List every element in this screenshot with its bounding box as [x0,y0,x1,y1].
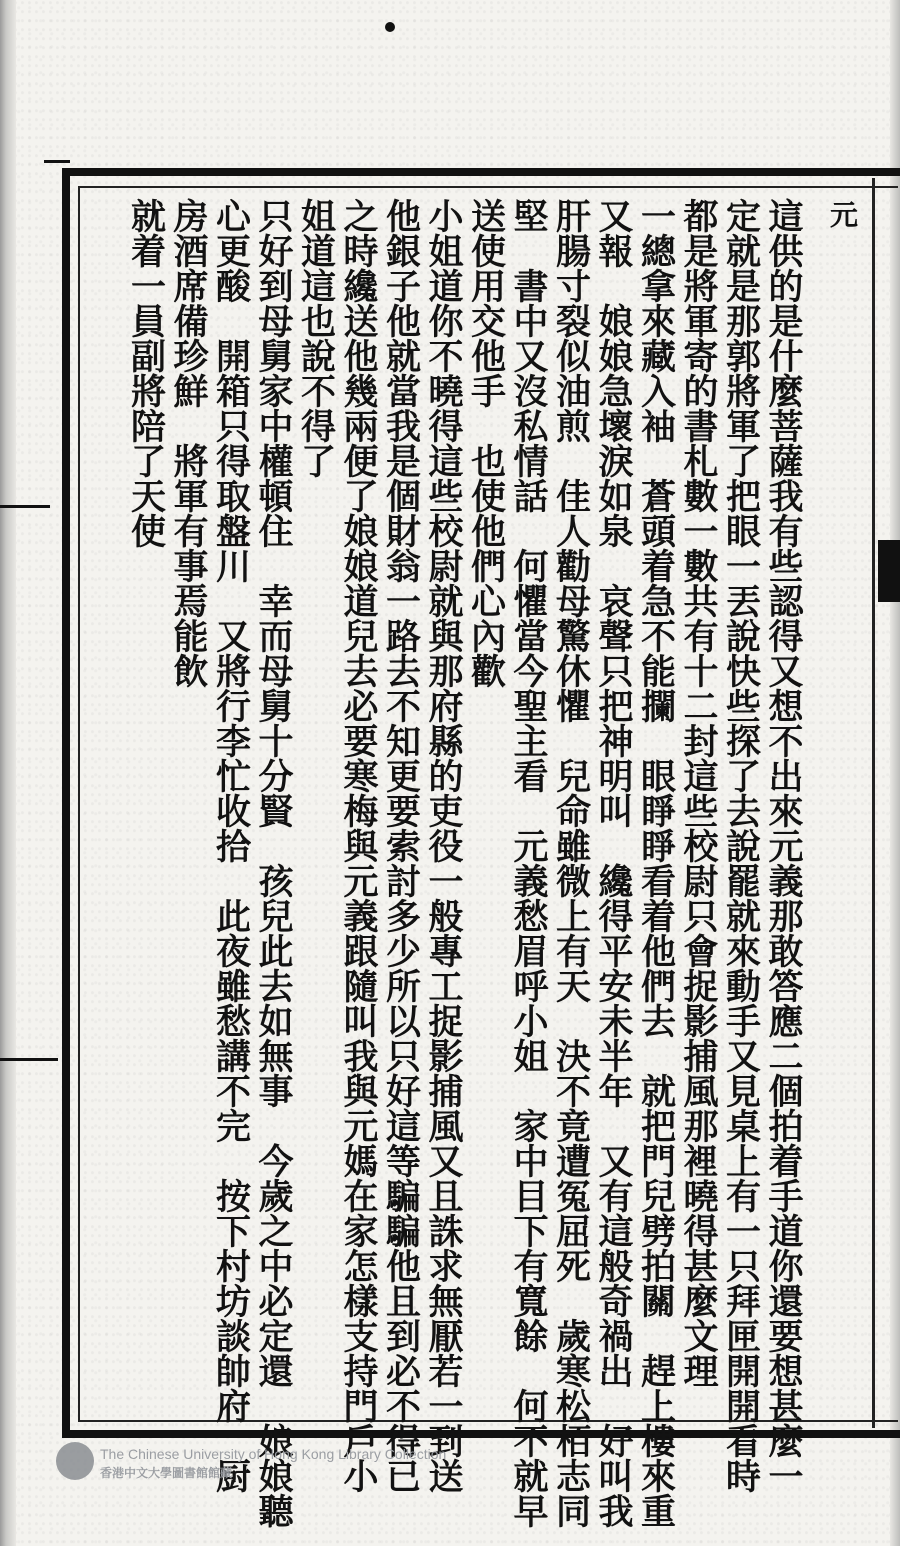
library-watermark [56,1440,516,1486]
watermark-english: The Chinese University of Hong Kong Library Collection [100,1446,447,1462]
text-column: 心更酸 開箱只得取盤川 又將行李忙收拾 此夜雖愁講不完 按下村坊談帥府 厨 [210,198,252,1493]
text-column: 他銀子他就當我是個財翁一路去不知更要索討多少所以只好這等騙騙他且到必不得已 [380,198,422,1493]
text-column: 就着一員副將陪了天使 [125,198,167,548]
text-column: 這供的是什麼菩薩我有些認得又想不出來元義那敢答應二個拍着手道你還要想甚麼一 [763,198,804,1493]
watermark-chinese: 香港中文大學圖書館館藏 [100,1466,233,1480]
margin-tick-top [0,505,50,508]
text-column: 肝腸寸裂似油煎 佳人勸母驚休懼 兒命雖微上有天 決不竟遭冤屈死 歲寒松栢志同 [550,198,592,1528]
text-column: 又報 娘娘急壞淚如泉 哀聲只把神明叫 纔得平安未半年 又有這般奇禍出 好叫我 [593,198,634,1528]
text-column: 都是將軍寄的書札數一數共有十二封這些校尉只會捉影捕風那裡曉得甚麼文理 [678,198,719,1388]
fishtail-mark [878,540,900,602]
text-column: 堅 書中又沒私情話 何懼當今聖主看 元義愁眉呼小姐 家中目下有寬餘 何不就早 [508,198,549,1528]
text-column: 房酒席備珍鮮 將軍有事焉能飲 [168,198,209,688]
text-column: 一總拿來藏入袖 蒼頭着急不能攔 眼睜睜看着他們去 就把門兒劈拍關 趕上樓來重 [635,198,677,1528]
corner-tick [44,160,70,163]
library-logo-icon [56,1442,94,1480]
ink-dot [385,22,395,32]
text-column: 定就是那郭將軍了把眼一丟說快些探了去說罷就來動手又見桌上有一只拜匣開開看時 [720,198,762,1493]
text-column: 姐道這也說不得了 [295,198,337,478]
frame-right-rule [872,178,875,1428]
folio-marker: 元 [826,200,859,228]
text-column: 小姐道你不曉得這些校尉就與那府縣的吏役一般專工捉影捕風又且誅求無厭若一到送 [423,198,464,1493]
text-column: 之時纔送他幾兩便了娘娘道兒去必要寒梅與元義跟隨叫我與元媽在家怎樣支持門戶小 [338,198,379,1493]
page-left-edge [0,0,16,1546]
text-column: 只好到母舅家中權頓住 幸而母舅十分賢 孩兒此去如無事 今歲之中必定還 娘娘聽 [253,198,294,1528]
margin-tick-middle [0,1058,58,1061]
text-column: 送使用交他手 也使他們心內歡 [465,198,507,688]
